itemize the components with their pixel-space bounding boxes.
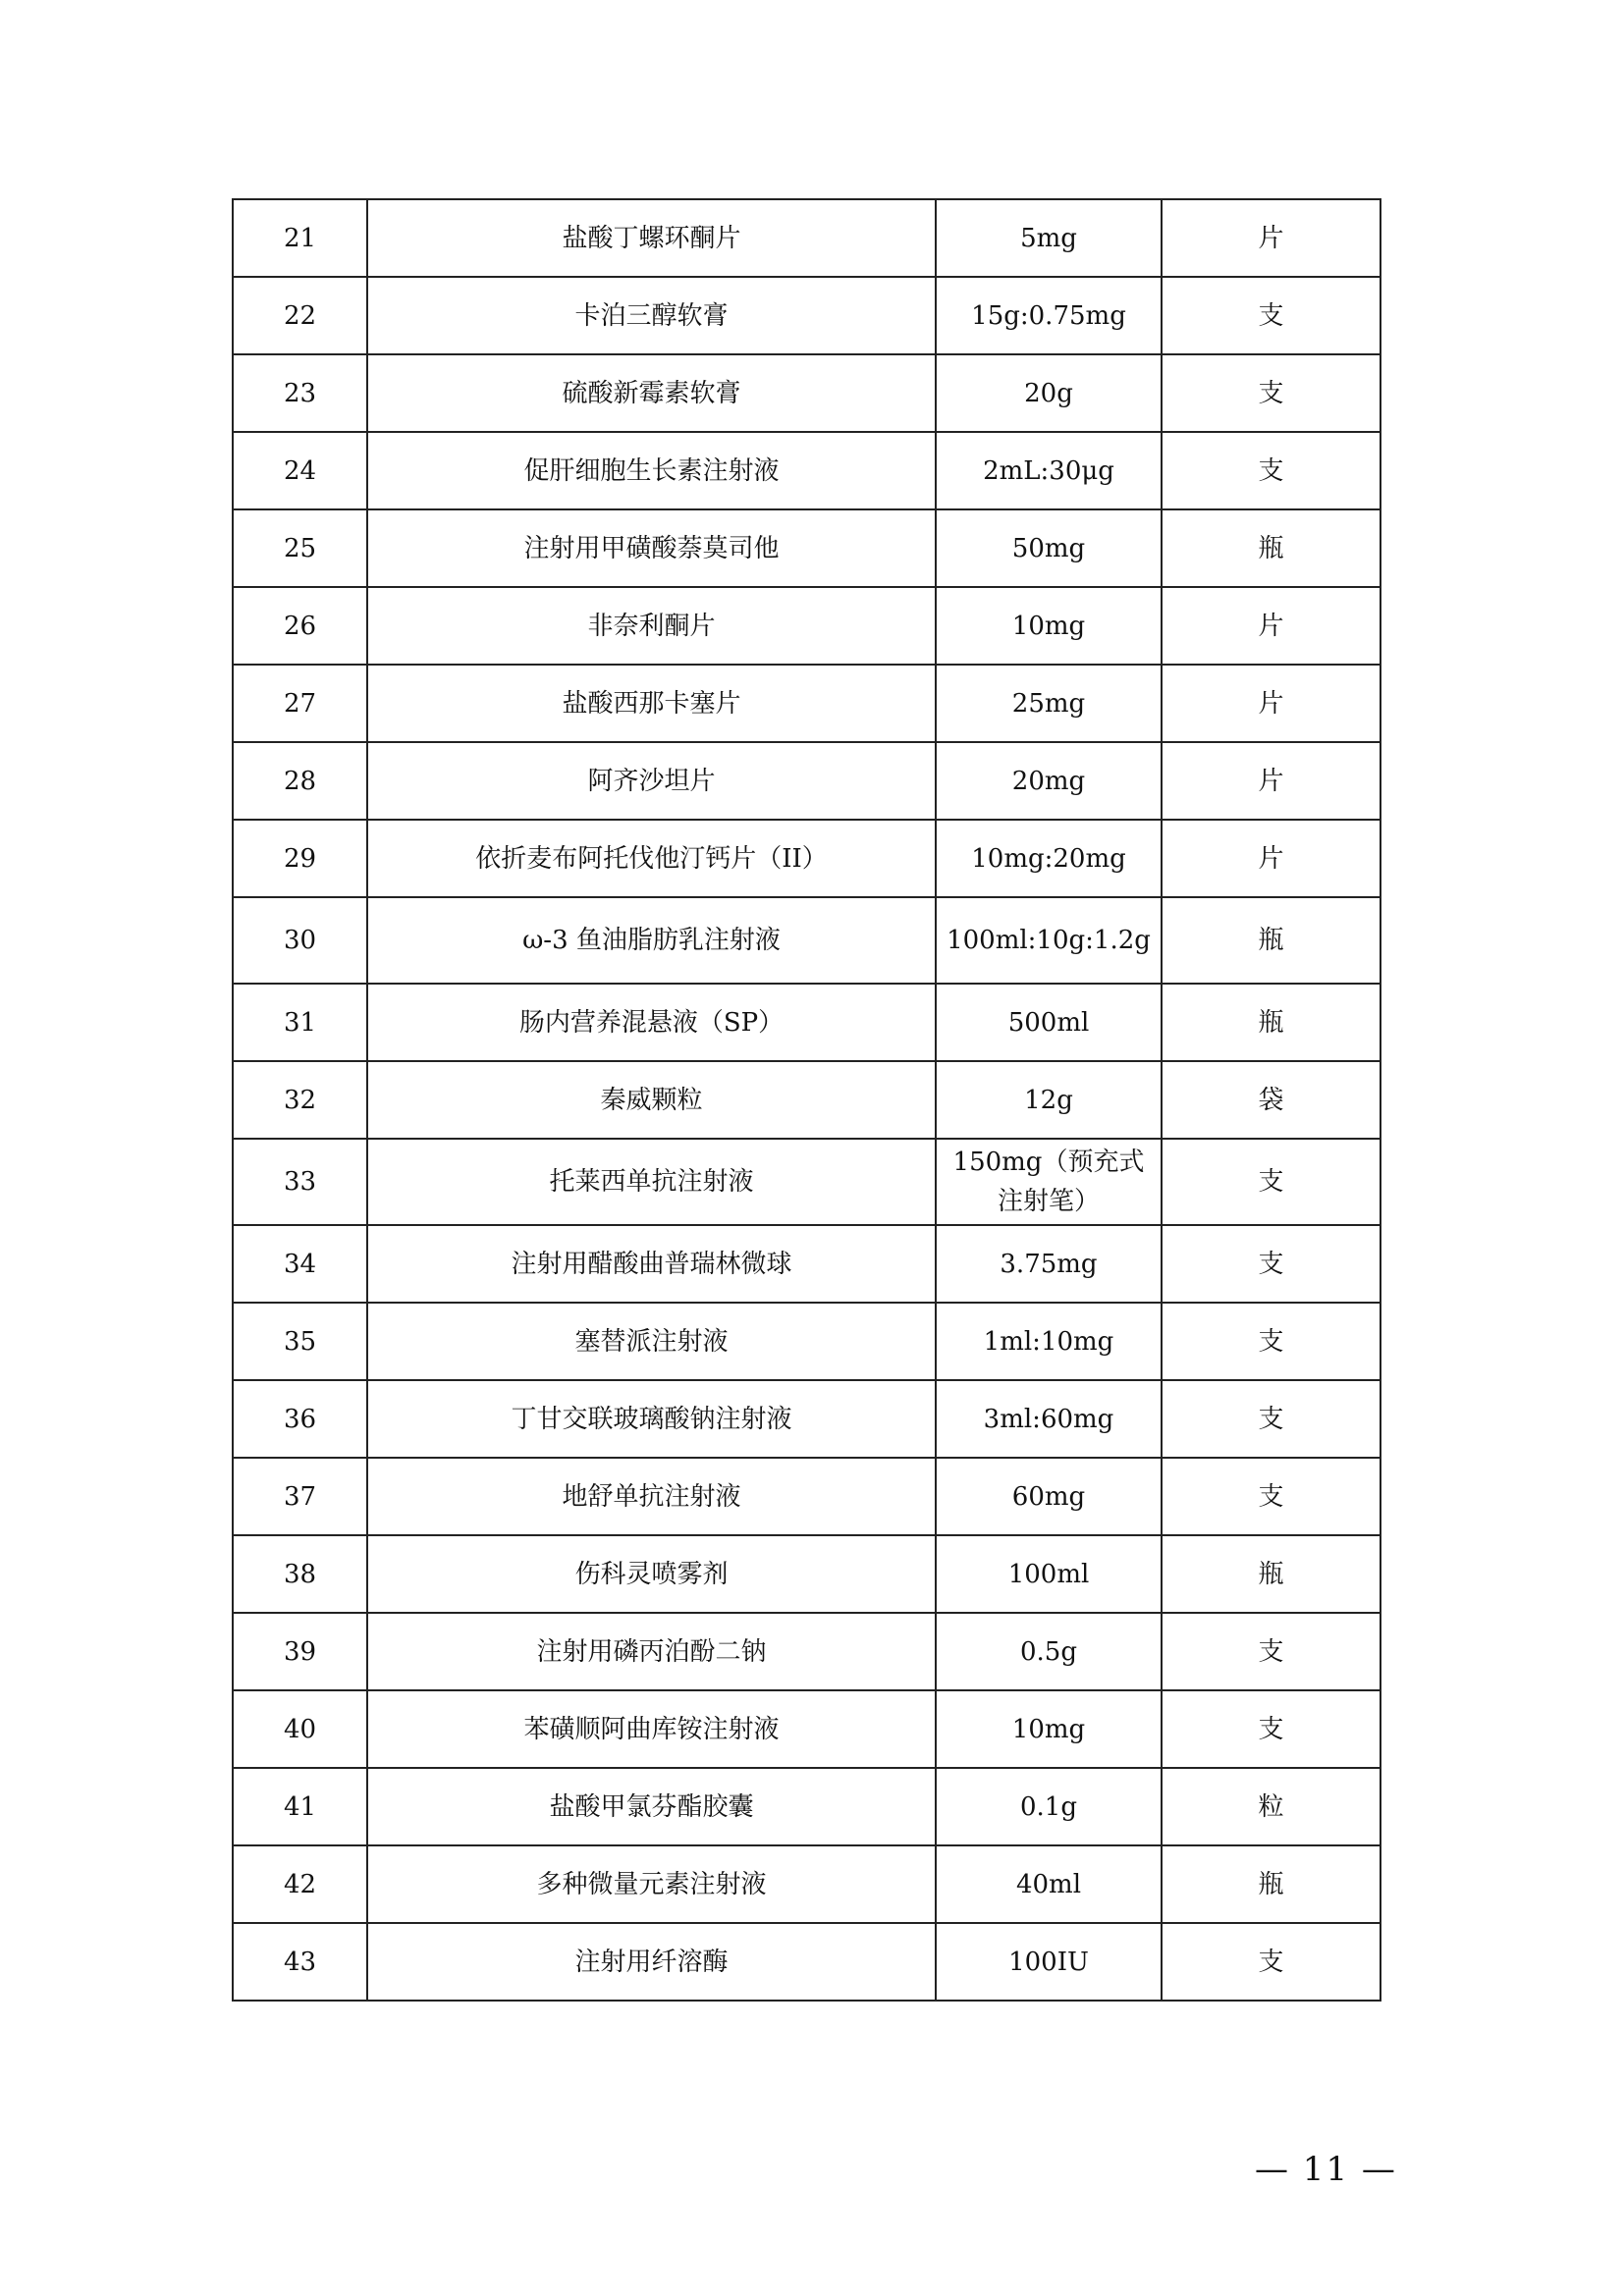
drug-unit: 片 [1162, 742, 1380, 820]
drug-spec: 20mg [936, 742, 1162, 820]
table-row [233, 1380, 1380, 1458]
row-number: 23 [233, 354, 367, 432]
drug-name: 盐酸西那卡塞片 [367, 665, 936, 742]
table-row [233, 509, 1380, 587]
table-row [233, 1768, 1380, 1845]
table-row [233, 897, 1380, 984]
drug-spec: 40ml [936, 1845, 1162, 1923]
drug-name: 盐酸丁螺环酮片 [367, 199, 936, 277]
drug-spec: 15g:0.75mg [936, 277, 1162, 354]
drug-spec: 150mg（预充式注射笔） [936, 1139, 1162, 1225]
table-row [233, 587, 1380, 665]
drug-unit: 支 [1162, 1458, 1380, 1535]
table-row [233, 1613, 1380, 1690]
row-number: 26 [233, 587, 367, 665]
drug-unit: 支 [1162, 1380, 1380, 1458]
drug-name: 注射用磷丙泊酚二钠 [367, 1613, 936, 1690]
table-row [233, 1845, 1380, 1923]
row-number: 37 [233, 1458, 367, 1535]
row-number: 28 [233, 742, 367, 820]
row-number: 21 [233, 199, 367, 277]
table-row [233, 277, 1380, 354]
drug-unit: 支 [1162, 1139, 1380, 1225]
table-row [233, 984, 1380, 1061]
drug-unit: 片 [1162, 665, 1380, 742]
drug-spec: 25mg [936, 665, 1162, 742]
row-number: 32 [233, 1061, 367, 1139]
drug-unit: 片 [1162, 587, 1380, 665]
drug-name: 托莱西单抗注射液 [367, 1139, 936, 1225]
drug-name: 注射用甲磺酸萘莫司他 [367, 509, 936, 587]
row-number: 41 [233, 1768, 367, 1845]
drug-name: 地舒单抗注射液 [367, 1458, 936, 1535]
drug-name: 盐酸甲氯芬酯胶囊 [367, 1768, 936, 1845]
drug-unit: 瓶 [1162, 509, 1380, 587]
drug-unit: 支 [1162, 354, 1380, 432]
drug-unit: 瓶 [1162, 1845, 1380, 1923]
table-row [233, 199, 1380, 277]
drug-name: 非奈利酮片 [367, 587, 936, 665]
drug-spec: 1ml:10mg [936, 1303, 1162, 1380]
drug-spec: 3.75mg [936, 1225, 1162, 1303]
row-number: 33 [233, 1139, 367, 1225]
drug-spec: 100IU [936, 1923, 1162, 2001]
table-row [233, 1690, 1380, 1768]
drug-unit: 支 [1162, 277, 1380, 354]
drug-unit: 瓶 [1162, 984, 1380, 1061]
row-number: 34 [233, 1225, 367, 1303]
table-row [233, 1923, 1380, 2001]
drug-name: 阿齐沙坦片 [367, 742, 936, 820]
row-number: 35 [233, 1303, 367, 1380]
drug-table [232, 198, 1381, 2002]
row-number: 30 [233, 897, 367, 984]
drug-unit: 瓶 [1162, 897, 1380, 984]
row-number: 40 [233, 1690, 367, 1768]
drug-spec: 3ml:60mg [936, 1380, 1162, 1458]
drug-spec: 60mg [936, 1458, 1162, 1535]
drug-unit: 支 [1162, 432, 1380, 509]
drug-name: 秦威颗粒 [367, 1061, 936, 1139]
row-number: 31 [233, 984, 367, 1061]
table-row [233, 1061, 1380, 1139]
drug-name: 卡泊三醇软膏 [367, 277, 936, 354]
drug-name: ω-3 鱼油脂肪乳注射液 [367, 897, 936, 984]
drug-spec: 500ml [936, 984, 1162, 1061]
row-number: 39 [233, 1613, 367, 1690]
table-row [233, 742, 1380, 820]
drug-unit: 粒 [1162, 1768, 1380, 1845]
row-number: 29 [233, 820, 367, 897]
drug-name: 硫酸新霉素软膏 [367, 354, 936, 432]
drug-spec: 0.5g [936, 1613, 1162, 1690]
table-row [233, 1139, 1380, 1225]
drug-spec: 2mL:30μg [936, 432, 1162, 509]
drug-spec: 10mg [936, 587, 1162, 665]
drug-unit: 支 [1162, 1303, 1380, 1380]
table-row [233, 820, 1380, 897]
table-row [233, 1535, 1380, 1613]
drug-spec: 10mg:20mg [936, 820, 1162, 897]
drug-spec: 5mg [936, 199, 1162, 277]
drug-spec: 100ml [936, 1535, 1162, 1613]
drug-name: 依折麦布阿托伐他汀钙片（II） [367, 820, 936, 897]
drug-spec: 10mg [936, 1690, 1162, 1768]
drug-name: 塞替派注射液 [367, 1303, 936, 1380]
drug-spec: 20g [936, 354, 1162, 432]
table-row [233, 1458, 1380, 1535]
drug-unit: 支 [1162, 1225, 1380, 1303]
drug-name: 注射用纤溶酶 [367, 1923, 936, 2001]
table-row [233, 354, 1380, 432]
drug-unit: 支 [1162, 1690, 1380, 1768]
table-row [233, 1225, 1380, 1303]
row-number: 24 [233, 432, 367, 509]
drug-table-body [233, 199, 1380, 2001]
row-number: 36 [233, 1380, 367, 1458]
drug-spec: 100ml:10g:1.2g [936, 897, 1162, 984]
drug-unit: 支 [1162, 1923, 1380, 2001]
drug-name: 苯磺顺阿曲库铵注射液 [367, 1690, 936, 1768]
drug-unit: 支 [1162, 1613, 1380, 1690]
drug-name: 伤科灵喷雾剂 [367, 1535, 936, 1613]
drug-name: 肠内营养混悬液（SP） [367, 984, 936, 1061]
table-row [233, 665, 1380, 742]
table-row [233, 1303, 1380, 1380]
row-number: 43 [233, 1923, 367, 2001]
drug-name: 注射用醋酸曲普瑞林微球 [367, 1225, 936, 1303]
page-number: — 11 — [1255, 2150, 1397, 2189]
drug-name: 多种微量元素注射液 [367, 1845, 936, 1923]
drug-spec: 50mg [936, 509, 1162, 587]
row-number: 38 [233, 1535, 367, 1613]
drug-name: 促肝细胞生长素注射液 [367, 432, 936, 509]
drug-spec: 0.1g [936, 1768, 1162, 1845]
drug-unit: 片 [1162, 199, 1380, 277]
drug-unit: 瓶 [1162, 1535, 1380, 1613]
drug-unit: 片 [1162, 820, 1380, 897]
table-row [233, 432, 1380, 509]
row-number: 25 [233, 509, 367, 587]
row-number: 22 [233, 277, 367, 354]
drug-spec: 12g [936, 1061, 1162, 1139]
row-number: 27 [233, 665, 367, 742]
drug-name: 丁甘交联玻璃酸钠注射液 [367, 1380, 936, 1458]
drug-unit: 袋 [1162, 1061, 1380, 1139]
row-number: 42 [233, 1845, 367, 1923]
